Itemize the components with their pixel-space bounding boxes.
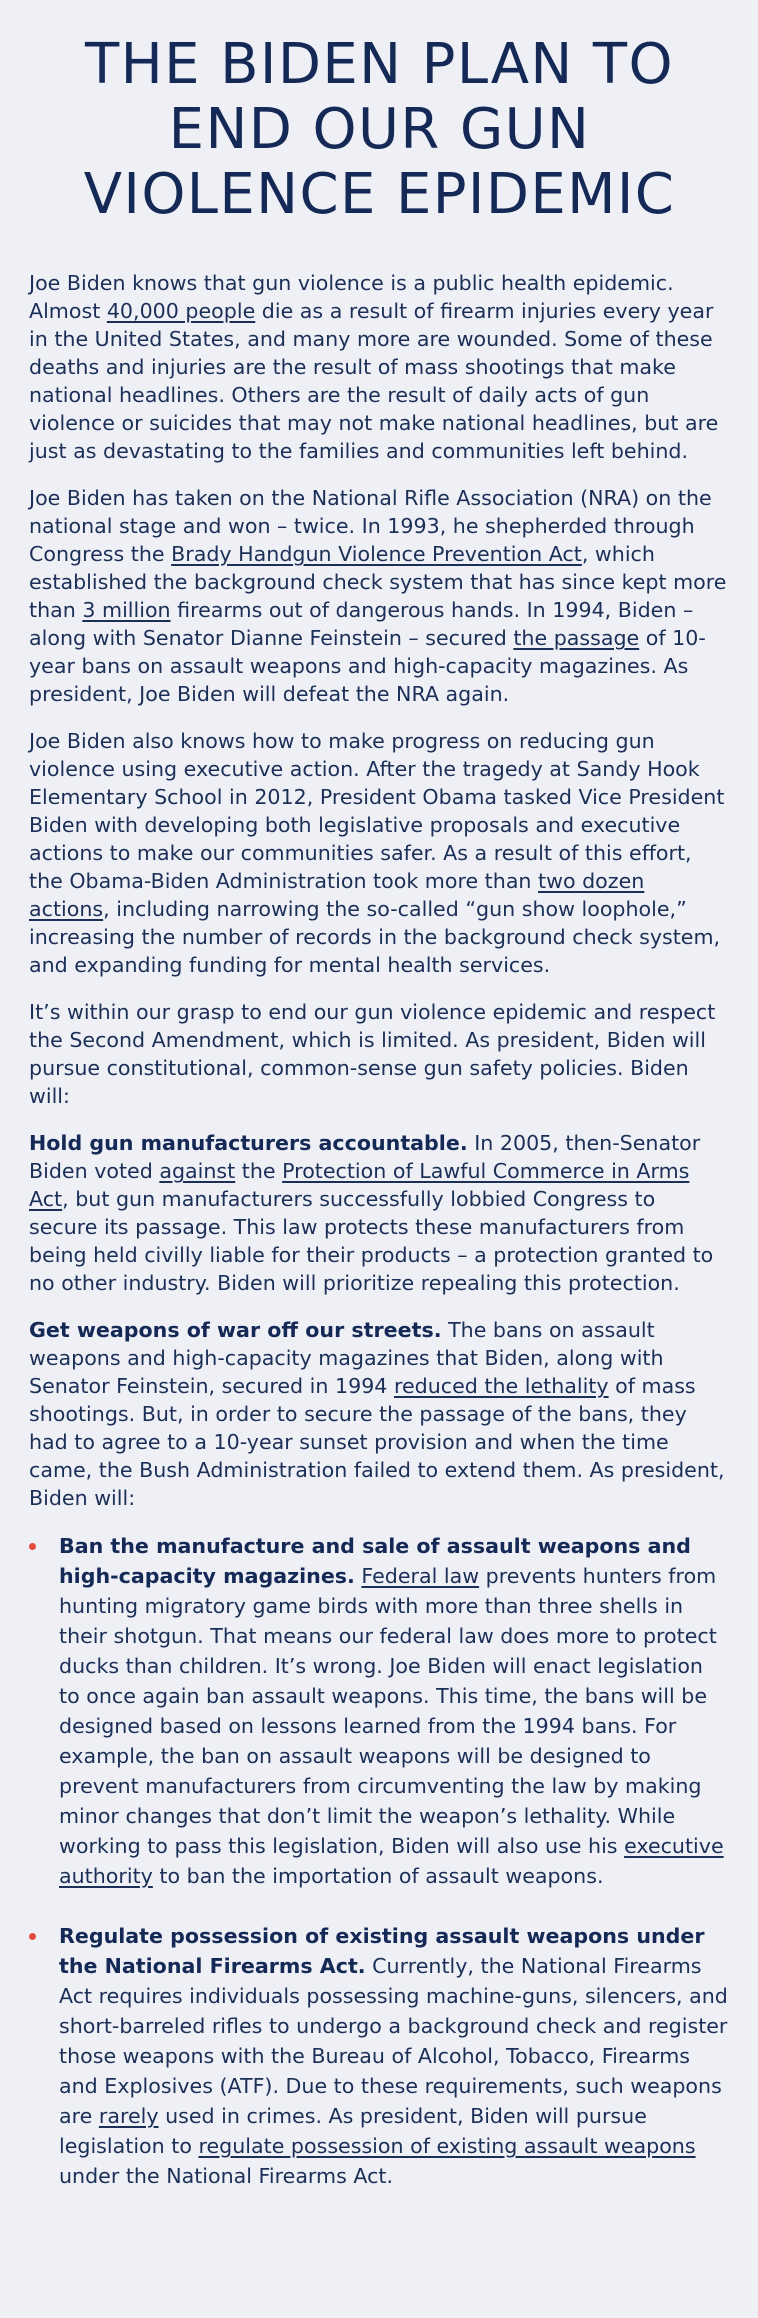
text: firearms out of dangerous hands. In 1994, Biden – along with Senator Dianne Feinstein – secured (29, 598, 694, 650)
text: die as a result of firearm injuries every year in the United States, and many more are wounded. Some of these deaths and injuries are the result of mass shootings that make national headlines. Others are the result of daily acts of gun violence or suicides that may not make national headlines, but are just as devastating to the families and communities left behind. (29, 299, 719, 463)
heading-manufacturers: Hold gun manufacturers accountable. (29, 1131, 468, 1155)
intro-paragraph (29, 269, 730, 465)
link-reduced-lethality[interactable]: reduced the lethality (393, 1374, 609, 1398)
nra-paragraph (29, 484, 730, 708)
link-the-passage[interactable]: the passage (513, 626, 640, 650)
heading-weapons-of-war: Get weapons of war off our streets. (29, 1318, 442, 1342)
executive-action-paragraph (29, 727, 730, 979)
link-plcaa[interactable]: Protection of Lawful Commerce in Arms Act (29, 1159, 690, 1211)
text: Joe Biden has taken on the National Rifle Association (NRA) on the national stage and won – twice. In 1993, he shepherded through Congress the (29, 486, 712, 566)
link-executive-authority[interactable]: executive authority (59, 1834, 724, 1888)
link-3-million[interactable]: 3 million (82, 598, 171, 622)
text: prevents hunters from hunting migratory game birds with more than three shells in their shotgun. That means our federal law does more to protect ducks than children. It’s wrong. Joe Biden will enact legislation to once again ban assault weapons. This time, the bans will be designed based on lessons learned from the 1994 bans. For example, the ban on assault weapons will be designed to prevent manufacturers from circumventing the law by making minor changes that don’t limit the weapon’s lethality. While working to pass this legislation, Biden will also use his (59, 1564, 717, 1858)
link-two-dozen-actions[interactable]: two dozen actions (29, 869, 645, 921)
link-against[interactable]: against (159, 1159, 236, 1183)
text: under the National Firearms Act. (59, 2164, 394, 2188)
link-regulate-possession[interactable]: regulate possession of existing assault weapons (198, 2134, 696, 2158)
heading-regulate-possession: Regulate possession of existing assault weapons under the National Firearms Act. (59, 1924, 705, 1978)
bullet-dot-icon (29, 1543, 36, 1550)
list-item (29, 1531, 730, 1891)
title-line-1: THE BIDEN PLAN TO (85, 32, 674, 97)
text: Joe Biden knows that gun violence is a public health epidemic. Almost (29, 271, 674, 323)
title-line-3: VIOLENCE EPIDEMIC (83, 162, 676, 227)
heading-ban-assault-weapons: Ban the manufacture and sale of assault weapons and high-capacity magazines. (59, 1534, 691, 1588)
policy-intro-paragraph (29, 998, 730, 1110)
text: , which established the background check system that has since kept more than (29, 542, 727, 622)
link-federal-law[interactable]: Federal law (361, 1564, 480, 1588)
manufacturers-paragraph (29, 1129, 730, 1297)
link-rarely[interactable]: rarely (98, 2104, 159, 2128)
text: , but gun manufacturers successfully lobbied Congress to secure its passage. This law protects these manufacturers from being held civilly liable for their products – a protection granted to no other industry. Biden will prioritize repealing this protection. (29, 1187, 714, 1295)
policy-list (29, 1531, 730, 2191)
text: the (235, 1159, 283, 1183)
bullet-dot-icon (29, 1933, 36, 1940)
link-40000-people[interactable]: 40,000 people (106, 299, 256, 323)
title-line-2: END OUR GUN (168, 97, 591, 162)
text: Currently, the National Firearms Act requires individuals possessing machine-guns, silencers, and short-barreled rifles to undergo a background check and register those weapons with the Bureau of Alcohol, Tobacco, Firearms and Explosives (ATF). Due to these requirements, such weapons are (59, 1954, 728, 2128)
text: In 2005, then-Senator Biden voted (29, 1131, 701, 1183)
text: of 10-year bans on assault weapons and high-capacity magazines. As president, Joe Biden will defeat the NRA again. (29, 626, 706, 706)
link-brady-act[interactable]: Brady Handgun Violence Prevention Act (171, 542, 582, 566)
text: , including narrowing the so-called “gun show loophole,” increasing the number of records in the background check system, and expanding funding for mental health services. (29, 897, 721, 977)
text: of mass shootings. But, in order to secure the passage of the bans, they had to agree to a 10-year sunset provision and when the time came, the Bush Administration failed to extend them. As president, Biden will: (29, 1374, 725, 1510)
text: to ban the importation of assault weapons. (152, 1864, 604, 1888)
page-title (29, 32, 730, 227)
weapons-of-war-paragraph (29, 1316, 730, 1512)
text: Joe Biden also knows how to make progress on reducing gun violence using executive action. After the tragedy at Sandy Hook Elementary School in 2012, President Obama tasked Vice President Biden with developing both legislative proposals and executive actions to make our communities safer. As a result of this effort, the Obama-Biden Administration took more than (29, 729, 725, 893)
text: used in crimes. As president, Biden will pursue legislation to (59, 2104, 647, 2158)
text: It’s within our grasp to end our gun violence epidemic and respect the Second Amendment, which is limited. As president, Biden will pursue constitutional, common-sense gun safety policies. Biden will: (29, 1000, 716, 1108)
text: The bans on assault weapons and high-capacity magazines that Biden, along with Senator Feinstein, secured in 1994 (29, 1318, 664, 1398)
list-item (29, 1921, 730, 2191)
